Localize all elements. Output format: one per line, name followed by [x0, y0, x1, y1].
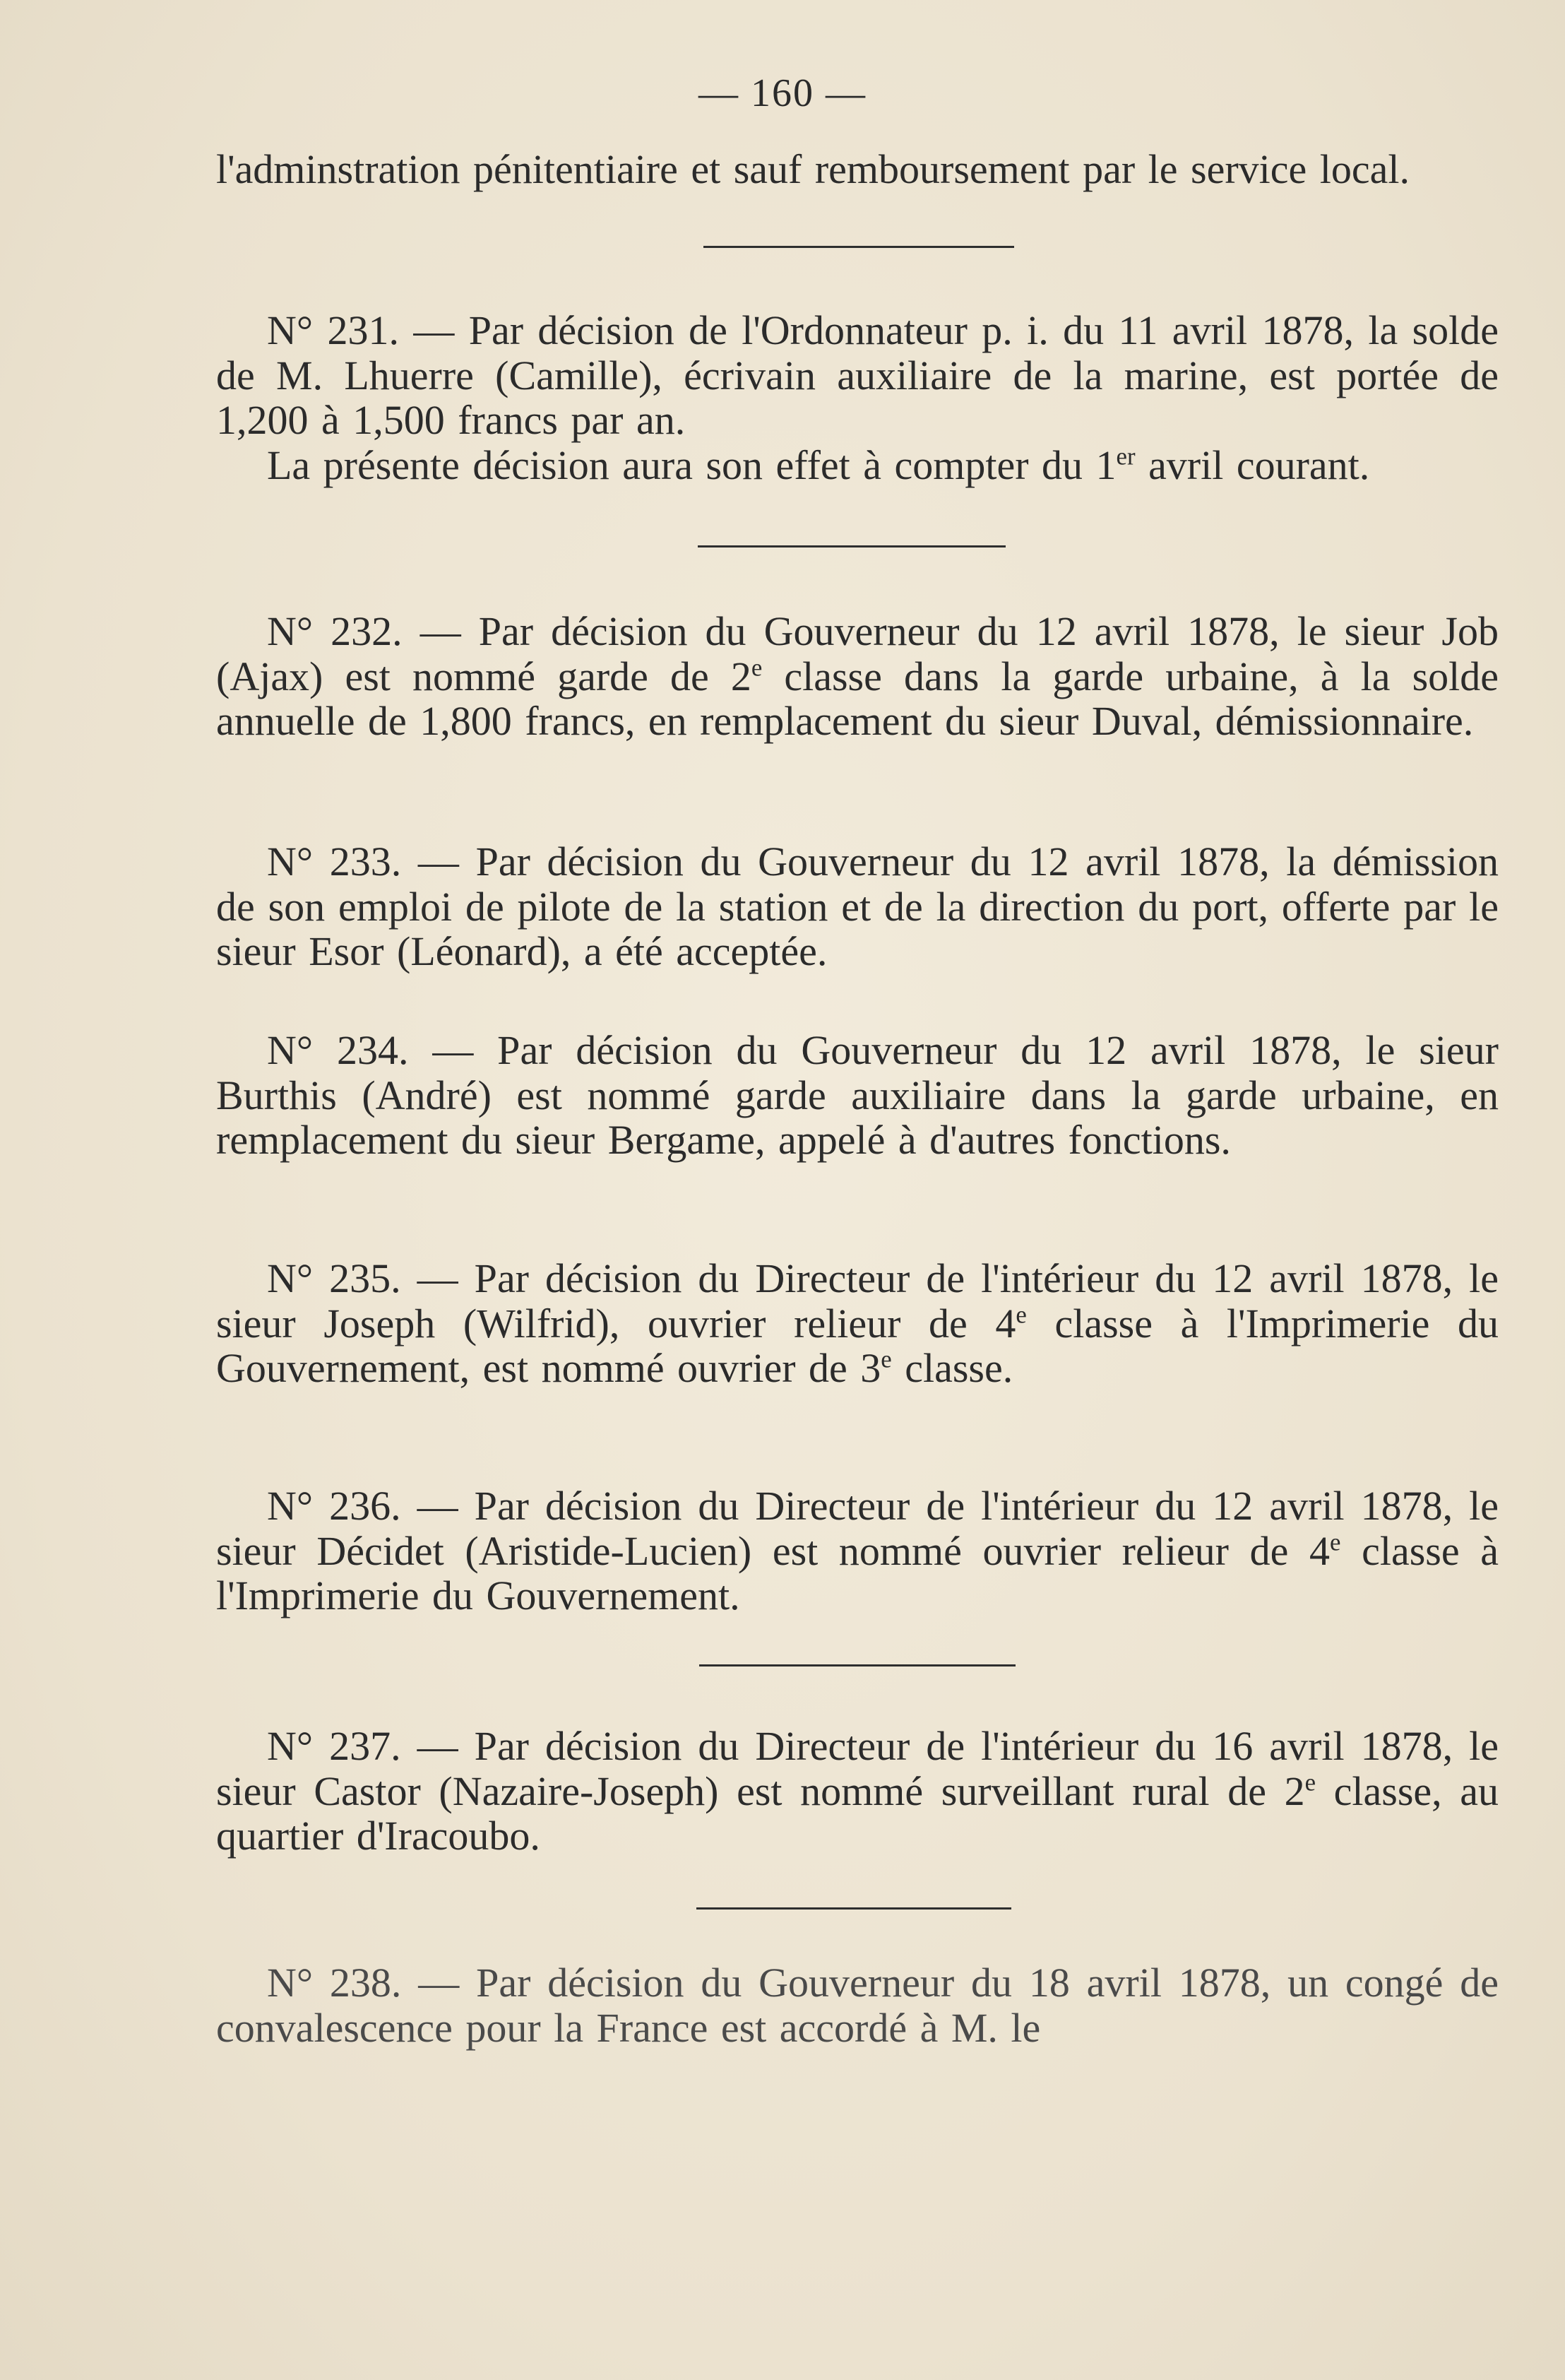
superscript: e	[1330, 1528, 1341, 1556]
decision-235-text-middle: classe à l'Imprimerie du Gouvernement, est nommé ouvrier de 3	[216, 1300, 1499, 1391]
decision-233-text: N° 233. — Par décision du Gouverneur du 12 avril 1878, la démission de son emploi de pilote de la station et de la direction du port, offerte par le sieur Esor (Léonard), a été acceptée.	[216, 839, 1499, 974]
decision-238	[216, 1960, 1499, 2050]
superscript: e	[881, 1345, 892, 1373]
decision-232-text-start: N° 232. — Par décision du Gouverneur du 12 avril 1878, le sieur Job (Ajax) est nommé garde de 2	[216, 608, 1499, 699]
decision-231-effect-end: avril courant.	[1135, 442, 1370, 488]
decision-231-text: N° 231. — Par décision de l'Ordonnateur p. i. du 11 avril 1878, la solde de M. Lhuerre (Camille), écrivain auxiliaire de la marine, est portée de 1,200 à 1,500 francs par an.	[216, 307, 1499, 443]
decision-231	[216, 308, 1499, 487]
decision-232	[216, 609, 1499, 744]
decision-237	[216, 1724, 1499, 1859]
decision-235-text	[216, 1256, 1499, 1391]
decision-231-effect	[216, 443, 1499, 488]
paragraph-continuation	[216, 147, 1499, 192]
decision-236-text-end: classe à l'Imprimerie du Gouvernement.	[216, 1527, 1499, 1618]
superscript: e	[751, 653, 763, 682]
section-divider	[698, 545, 1006, 547]
decision-236	[216, 1484, 1499, 1618]
decision-237-text-end: classe, au quartier d'Iracoubo.	[216, 1768, 1499, 1859]
decision-235-text-start: N° 235. — Par décision du Directeur de l'intérieur du 12 avril 1878, le sieur Joseph (Wilfrid), ouvrier relieur de 4	[216, 1255, 1499, 1346]
decision-232-text	[216, 609, 1499, 744]
section-divider	[696, 1907, 1011, 1910]
decision-235-text-end: classe.	[891, 1345, 1013, 1391]
paragraph-continuation-text: l'adminstration pénitentiaire et sauf remboursement par le service local.	[216, 146, 1410, 192]
decision-231-effect-text: La présente décision aura son effet à compter du 1	[267, 442, 1117, 488]
decision-238-text: N° 238. — Par décision du Gouverneur du 18 avril 1878, un congé de convalescence pour la France est accordé à M. le	[216, 1960, 1499, 2051]
decision-237-text-start: N° 237. — Par décision du Directeur de l'intérieur du 16 avril 1878, le sieur Castor (Nazaire-Joseph) est nommé surveillant rural de 2	[216, 1723, 1499, 1814]
section-divider	[703, 246, 1014, 248]
superscript: er	[1116, 442, 1136, 470]
superscript: e	[1016, 1301, 1027, 1329]
decision-236-text-start: N° 236. — Par décision du Directeur de l'intérieur du 12 avril 1878, le sieur Décidet (Aristide-Lucien) est nommé ouvrier relieur de 4	[216, 1483, 1499, 1574]
decision-236-text	[216, 1484, 1499, 1618]
decision-232-text-end: classe dans la garde urbaine, à la solde annuelle de 1,800 francs, en remplacement du sieur Duval, démissionnaire.	[216, 653, 1499, 744]
decision-235	[216, 1256, 1499, 1391]
section-divider	[699, 1664, 1016, 1666]
superscript: e	[1304, 1768, 1316, 1796]
decision-234-text: N° 234. — Par décision du Gouverneur du 12 avril 1878, le sieur Burthis (André) est nommé garde auxiliaire dans la garde urbaine, en remplacement du sieur Bergame, appelé à d'autres fonctions.	[216, 1027, 1499, 1163]
page-number: — 160 —	[698, 71, 867, 115]
decision-234	[216, 1028, 1499, 1163]
decision-233	[216, 839, 1499, 974]
decision-237-text	[216, 1724, 1499, 1859]
